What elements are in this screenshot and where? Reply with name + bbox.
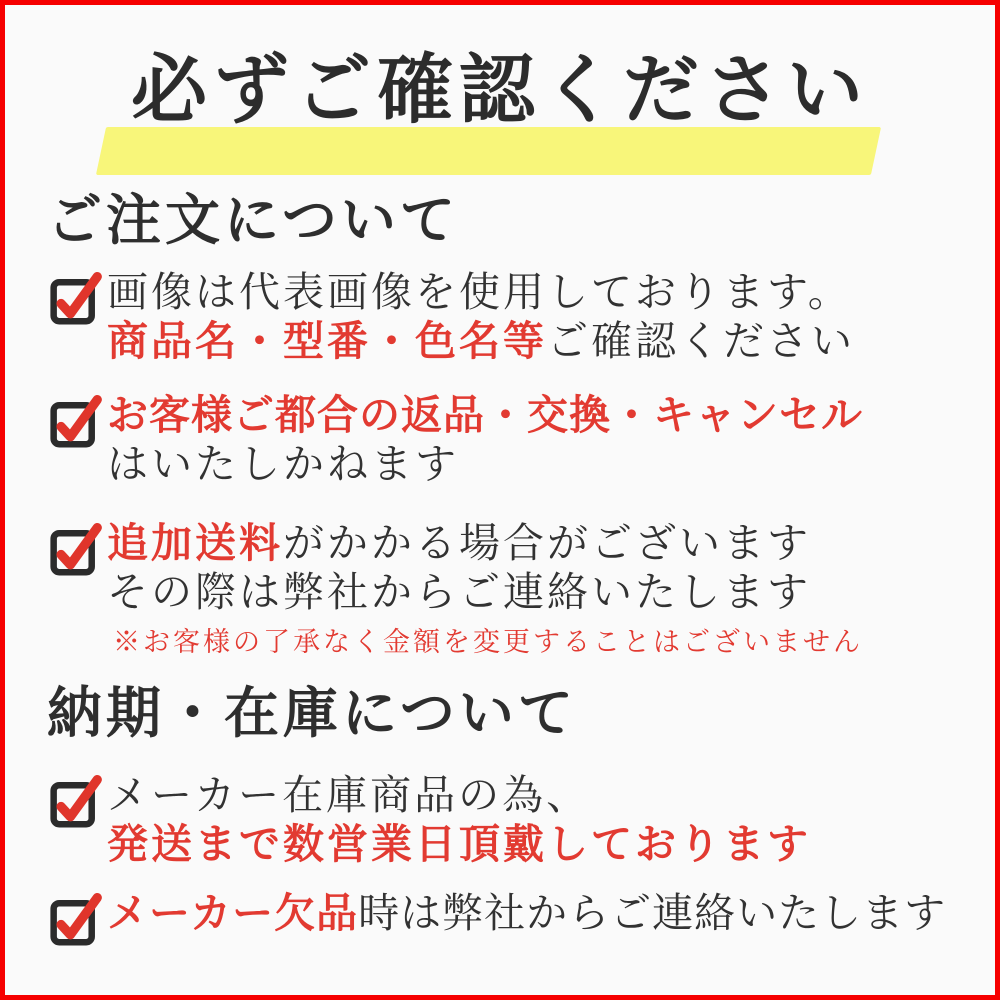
text-line xyxy=(107,391,863,440)
notice-item xyxy=(49,889,946,947)
text-segment: ご確認ください xyxy=(547,318,855,364)
notice-item xyxy=(49,391,863,489)
text-line xyxy=(107,440,863,489)
item-text xyxy=(107,519,863,657)
notice-item xyxy=(49,519,863,657)
checkbox-checked-icon xyxy=(49,270,101,326)
text-segment: がかかる場合がございます xyxy=(283,520,811,566)
section-heading-order: ご注文について xyxy=(47,190,459,251)
text-segment: 画像は代表画像を使用しております。 xyxy=(107,269,852,315)
section-heading-stock: 納期・在庫について xyxy=(47,683,577,744)
text-segment: その際は弊社からご連絡いたします xyxy=(107,569,811,615)
text-line xyxy=(107,519,863,568)
text-line xyxy=(107,568,863,617)
text-line xyxy=(107,268,855,317)
item-text xyxy=(107,771,811,869)
text-segment: はいたしかねます xyxy=(107,441,459,487)
text-line xyxy=(107,889,946,938)
text-line xyxy=(107,317,855,366)
checkbox-checked-icon xyxy=(49,891,101,947)
title-block xyxy=(5,43,995,139)
text-line xyxy=(107,771,811,820)
item-text xyxy=(107,268,855,366)
text-segment-red: 発送まで数営業日頂戴しております xyxy=(107,821,811,867)
notice-item xyxy=(49,268,855,366)
checkbox-checked-icon xyxy=(49,773,101,829)
text-segment-red: 追加送料 xyxy=(107,520,283,566)
fine-print-note: ※お客様の了承なく金額を変更することはございません xyxy=(113,627,863,657)
checkbox-checked-icon xyxy=(49,521,101,577)
notice-item xyxy=(49,771,811,869)
item-text xyxy=(107,889,946,938)
text-segment-red: お客様ご都合の返品・交換・キャンセル xyxy=(107,392,863,438)
text-segment: 時は弊社からご連絡いたします xyxy=(358,890,947,936)
text-segment-red: 商品名・型番・色名等 xyxy=(107,318,547,364)
text-segment: メーカー在庫商品の為、 xyxy=(107,772,591,818)
page-title: 必ずご確認ください xyxy=(131,49,869,133)
text-line xyxy=(107,820,811,869)
text-segment-red: メーカー欠品 xyxy=(107,890,359,936)
item-text xyxy=(107,391,863,489)
checkbox-checked-icon xyxy=(49,393,101,449)
